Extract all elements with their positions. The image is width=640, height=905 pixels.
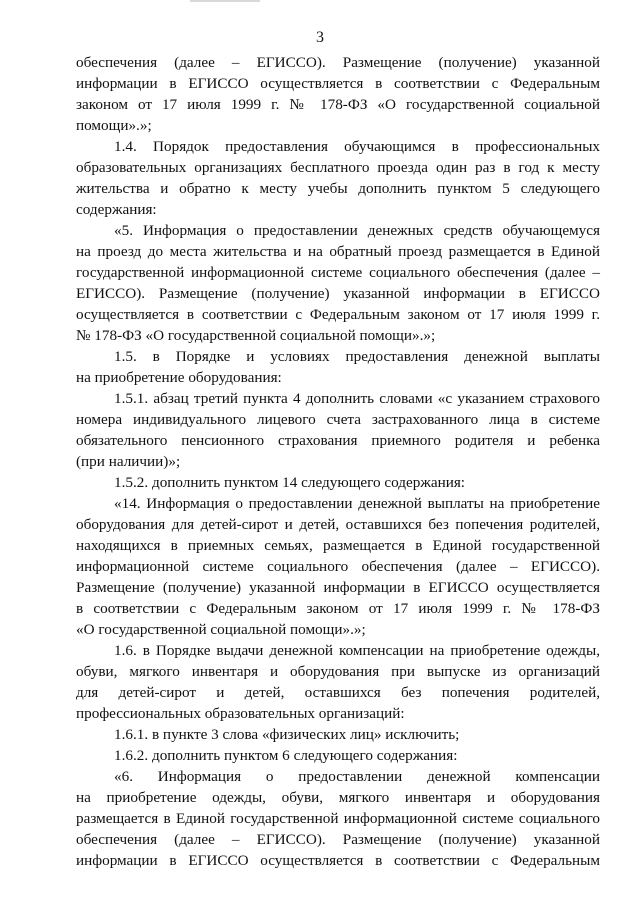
text-line: находящихся в приемных семьях, размещается в Единой государственной	[76, 537, 600, 554]
text-line: Размещение (получение) указанной информации в ЕГИССО осуществляется	[76, 579, 600, 596]
text-line: 1.6.1. в пункте 3 слова «физических лиц» исключить;	[114, 726, 460, 743]
text-line: информации в ЕГИССО осуществляется в соответствии с Федеральным	[76, 75, 600, 92]
text-line: «6. Информация о предоставлении денежной компенсации	[114, 768, 600, 785]
text-line: для детей-сирот и детей, оставшихся без попечения родителей,	[76, 684, 600, 701]
text-line: в соответствии с Федеральным законом от 17 июля 1999 г. № 178-ФЗ	[76, 600, 600, 617]
text-line: информационной системе социального обеспечения (далее – ЕГИССО).	[76, 558, 600, 575]
text-line: 1.4. Порядок предоставления обучающимся в профессиональных	[114, 138, 600, 155]
text-line: номера индивидуального лицевого счета застрахованного лица в системе	[76, 411, 600, 428]
text-line: 1.6.2. дополнить пунктом 6 следующего содержания:	[114, 747, 458, 764]
text-line: обуви, мягкого инвентаря и оборудования при выпуске из организаций	[76, 663, 600, 680]
page-number: 3	[316, 29, 324, 46]
text-line: профессиональных образовательных организаций:	[76, 705, 405, 722]
text-line: осуществляется в соответствии с Федеральным законом от 17 июля 1999 г.	[76, 306, 600, 323]
text-line: оборудования для детей-сирот и детей, оставшихся без попечения родителей,	[76, 516, 600, 533]
text-line: законом от 17 июля 1999 г. № 178-ФЗ «О государственной социальной	[76, 96, 600, 113]
text-line: информации в ЕГИССО осуществляется в соответствии с Федеральным	[76, 852, 600, 869]
text-line: 1.5.2. дополнить пунктом 14 следующего содержания:	[114, 474, 466, 491]
text-line: содержания:	[76, 201, 157, 218]
text-line: государственной информационной системе социального обеспечения (далее –	[76, 264, 600, 281]
text-line: 1.5. в Порядке и условиях предоставления денежной выплаты	[114, 348, 600, 365]
text-line: обязательного пенсионного страхования приемного родителя и ребенка	[76, 432, 600, 449]
text-line: 1.6. в Порядке выдачи денежной компенсации на приобретение одежды,	[114, 642, 600, 659]
text-line: (при наличии)»;	[76, 453, 181, 470]
text-line: 1.5.1. абзац третий пункта 4 дополнить словами «с указанием страхового	[114, 390, 600, 407]
scan-artifact	[190, 0, 260, 2]
text-line: «О государственной социальной помощи».»;	[76, 621, 366, 638]
text-line: на проезд до места жительства и на обратный проезд размещается в Единой	[76, 243, 600, 260]
document-body	[76, 52, 600, 871]
text-line: обеспечения (далее – ЕГИССО). Размещение (получение) указанной	[76, 831, 600, 848]
text-line: на приобретение оборудования:	[76, 369, 282, 386]
text-line: «14. Информация о предоставлении денежной выплаты на приобретение	[114, 495, 600, 512]
text-line: «5. Информация о предоставлении денежных средств обучающемуся	[114, 222, 600, 239]
text-line: на приобретение одежды, обуви, мягкого инвентаря и оборудования	[76, 789, 600, 806]
text-line: размещается в Единой государственной информационной системе социального	[76, 810, 600, 827]
text-line: ЕГИССО). Размещение (получение) указанной информации в ЕГИССО	[76, 285, 600, 302]
text-line: обеспечения (далее – ЕГИССО). Размещение (получение) указанной	[76, 54, 600, 71]
text-line: помощи».»;	[76, 117, 152, 134]
text-line: № 178-ФЗ «О государственной социальной помощи».»;	[76, 327, 436, 344]
text-line: образовательных организациях бесплатного проезда один раз в год к месту	[76, 159, 600, 176]
text-line: жительства и обратно к месту учебы дополнить пунктом 5 следующего	[76, 180, 600, 197]
